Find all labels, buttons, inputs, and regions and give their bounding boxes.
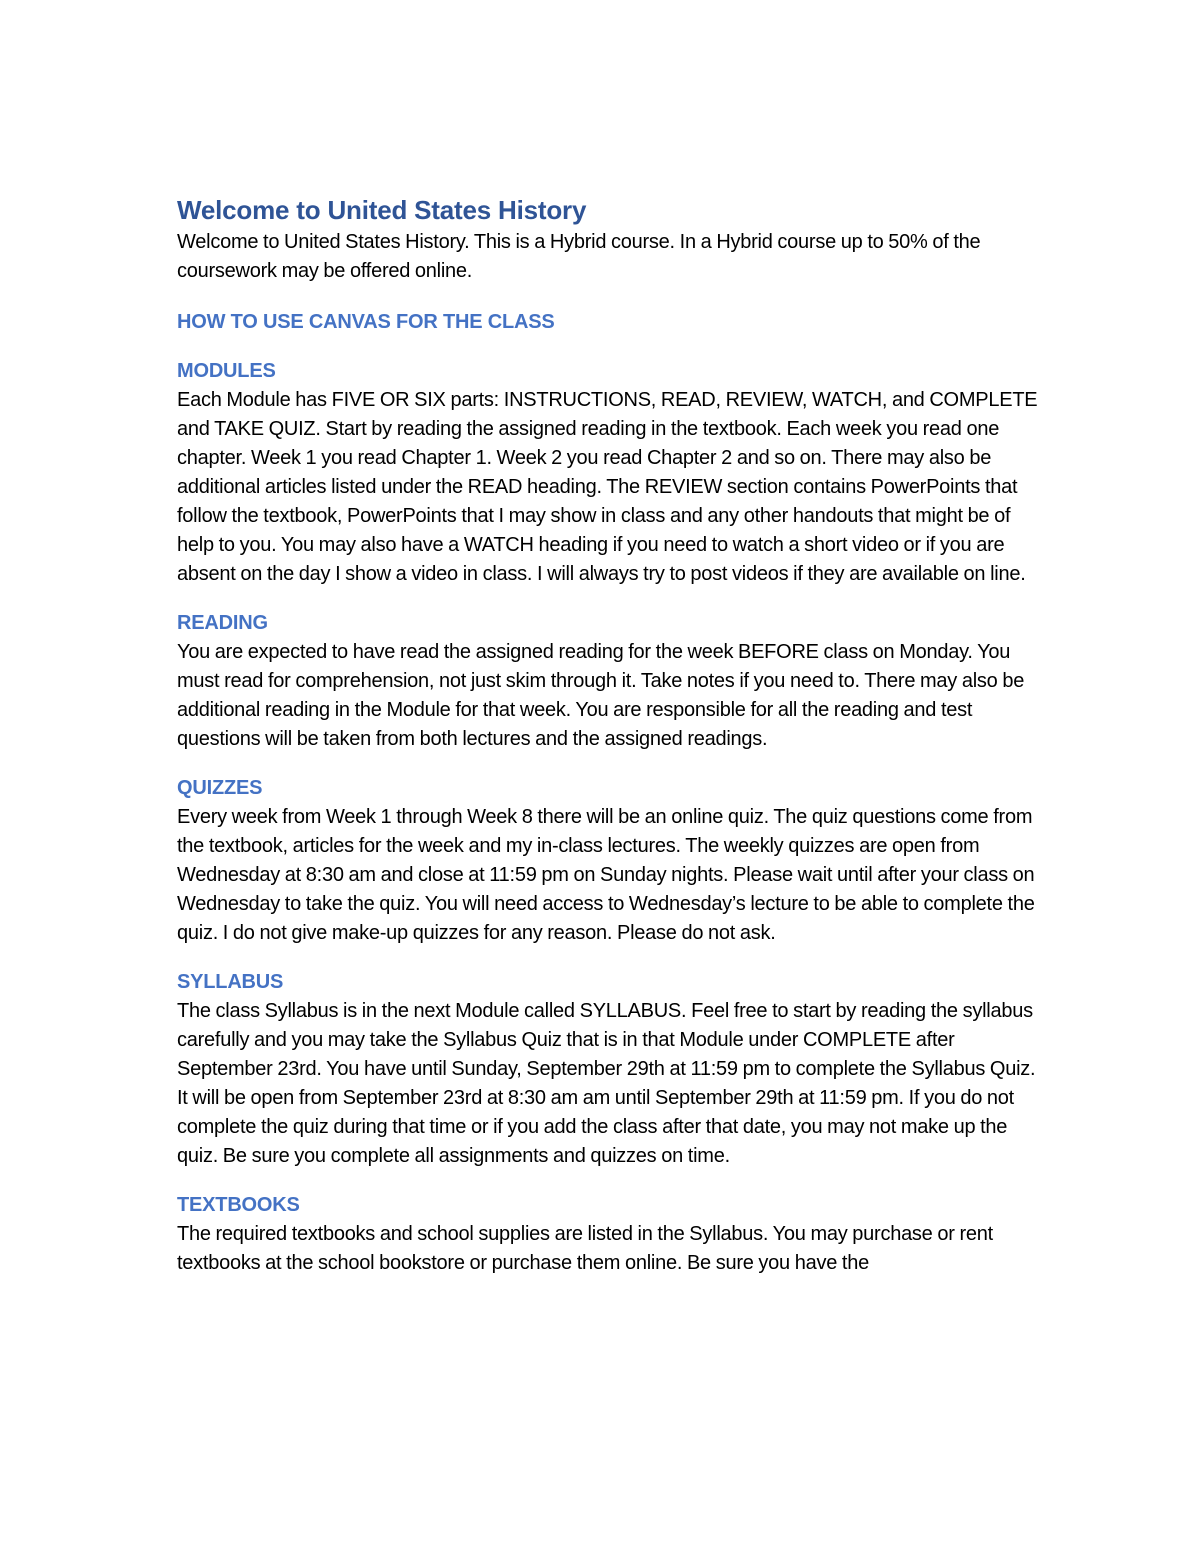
- section-body: The required textbooks and school supplies are listed in the Syllabus. You may purchase or rent textbooks at the school bookstore or purchase them online. Be sure you have the: [177, 1223, 993, 1274]
- section-body: The class Syllabus is in the next Module called SYLLABUS. Feel free to start by reading the syllabus carefully and you may take the Syllabus Quiz that is in that Module under COMPLETE after September 23rd. You have until Sunday, September 29th at 11:59 pm to complete the Syllabus Quiz. It will be open from September 23rd at 8:30 am am until September 29th at 11:59 pm. If you do not complete the quiz during that time or if you add the class after that date, you may not make up the quiz. Be sure you complete all assignments and quizzes on time.: [177, 1000, 1036, 1167]
- main-heading: HOW TO USE CANVAS FOR THE CLASS: [177, 311, 555, 333]
- section-body: Each Module has FIVE OR SIX parts: INSTRUCTIONS, READ, REVIEW, WATCH, and COMPLETE and TAKE QUIZ. Start by reading the assigned reading in the textbook. Each week you read one chapter. Week 1 you read Chapter 1. Week 2 you read Chapter 2 and so on. There may also be additional articles listed under the READ heading. The REVIEW section contains PowerPoints that follow the textbook, PowerPoints that I may show in class and any other handouts that might be of help to you. You may also have a WATCH heading if you need to watch a short video or if you are absent on the day I show a video in class. I will always try to post videos if they are available on line.: [177, 389, 1038, 585]
- section-modules: [177, 357, 1047, 589]
- section-body: You are expected to have read the assigned reading for the week BEFORE class on Monday. You must read for comprehension, not just skim through it. Take notes if you need to. There may also be additional reading in the Module for that week. You are responsible for all the reading and test questions will be taken from both lectures and the assigned readings.: [177, 641, 1025, 750]
- section-syllabus: [177, 968, 1047, 1171]
- document-title: Welcome to United States History: [177, 195, 587, 225]
- section-heading: READING: [177, 612, 268, 634]
- section-heading: TEXTBOOKS: [177, 1194, 300, 1216]
- document-page: [177, 192, 1047, 1278]
- intro-paragraph: Welcome to United States History. This is a Hybrid course. In a Hybrid course up to 50% of the coursework may be offered online.: [177, 231, 981, 282]
- section-heading: SYLLABUS: [177, 971, 284, 993]
- section-textbooks: [177, 1191, 1047, 1278]
- section-reading: [177, 609, 1047, 754]
- section-heading: MODULES: [177, 360, 276, 382]
- section-heading: QUIZZES: [177, 777, 263, 799]
- section-quizzes: [177, 774, 1047, 948]
- section-body: Every week from Week 1 through Week 8 there will be an online quiz. The quiz questions come from the textbook, articles for the week and my in-class lectures. The weekly quizzes are open from Wednesday at 8:30 am and close at 11:59 pm on Sunday nights. Please wait until after your class on Wednesday to take the quiz. You will need access to Wednesday’s lecture to be able to complete the quiz. I do not give make-up quizzes for any reason. Please do not ask.: [177, 806, 1035, 944]
